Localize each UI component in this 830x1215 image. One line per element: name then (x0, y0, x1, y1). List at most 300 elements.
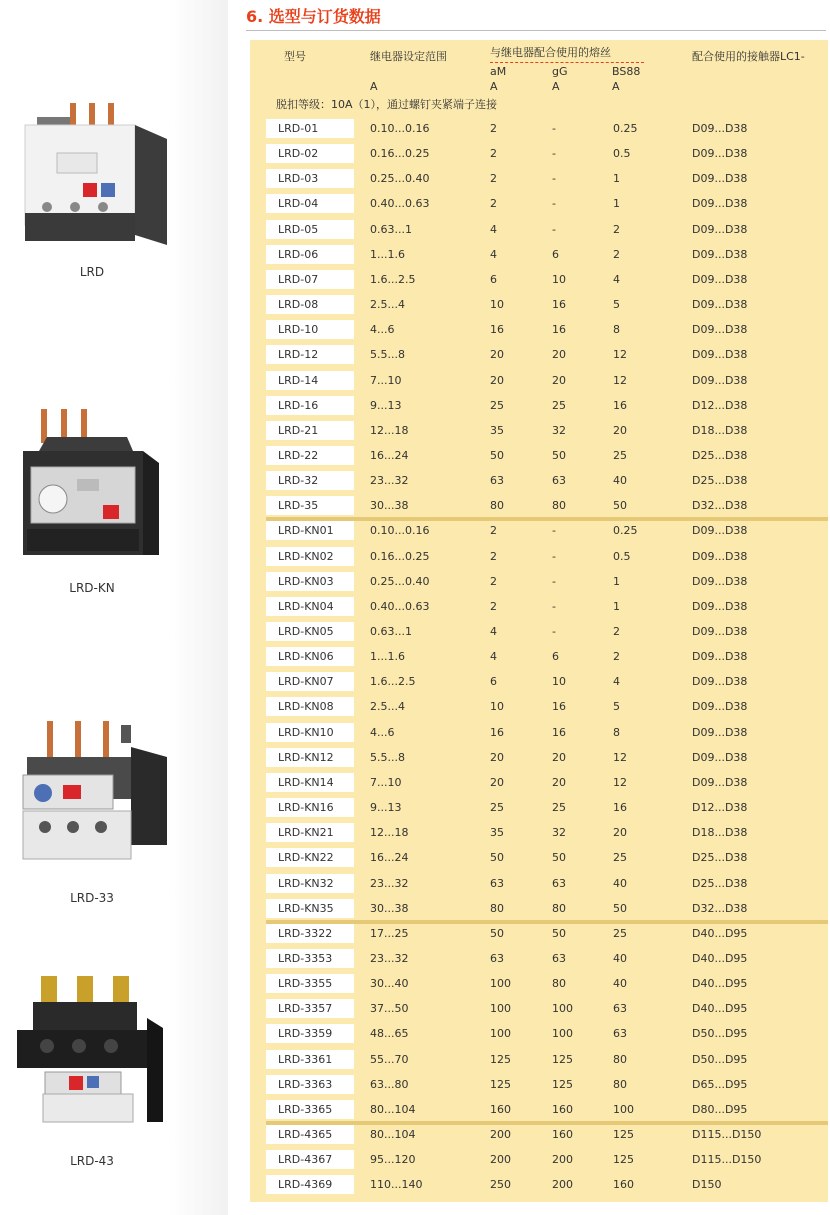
cell-gg: - (552, 600, 556, 613)
table-row (266, 773, 828, 798)
cell-contactor: D09...D38 (692, 298, 748, 311)
cell-bs88: 5 (613, 700, 620, 713)
cell-range: 1...1.6 (370, 650, 405, 663)
cell-bs88: 40 (613, 977, 627, 990)
cell-am: 16 (490, 726, 504, 739)
cell-am: 100 (490, 1027, 511, 1040)
cell-contactor: D12...D38 (692, 399, 748, 412)
cell-contactor: D09...D38 (692, 172, 748, 185)
table-row (266, 320, 828, 345)
cell-model: LRD-02 (266, 144, 354, 163)
cell-gg: 50 (552, 927, 566, 940)
cell-range: 23...32 (370, 474, 409, 487)
cell-model: LRD-04 (266, 194, 354, 213)
cell-gg: - (552, 147, 556, 160)
cell-gg: 125 (552, 1078, 573, 1091)
cell-model: LRD-KN10 (266, 723, 354, 742)
product-lrd (12, 95, 172, 279)
cell-gg: 200 (552, 1153, 573, 1166)
cell-am: 50 (490, 449, 504, 462)
cell-contactor: D09...D38 (692, 675, 748, 688)
table-row (266, 1150, 828, 1175)
cell-bs88: 12 (613, 776, 627, 789)
cell-am: 6 (490, 273, 497, 286)
header-contactor: 配合使用的接触器LC1- (692, 50, 805, 63)
cell-contactor: D09...D38 (692, 650, 748, 663)
header-am-unit: A (490, 80, 498, 93)
cell-gg: 160 (552, 1103, 573, 1116)
cell-contactor: D09...D38 (692, 374, 748, 387)
cell-bs88: 63 (613, 1027, 627, 1040)
product-image-column (0, 0, 228, 1215)
table-row (266, 421, 828, 446)
cell-am: 4 (490, 248, 497, 261)
cell-model: LRD-3365 (266, 1100, 354, 1119)
cell-gg: 10 (552, 273, 566, 286)
cell-model: LRD-KN07 (266, 672, 354, 691)
cell-bs88: 40 (613, 877, 627, 890)
cell-am: 16 (490, 323, 504, 336)
cell-model: LRD-3359 (266, 1024, 354, 1043)
cell-range: 17...25 (370, 927, 409, 940)
cell-gg: 63 (552, 952, 566, 965)
table-row (266, 1125, 828, 1150)
cell-range: 63...80 (370, 1078, 409, 1091)
table-row (266, 270, 828, 295)
cell-bs88: 40 (613, 952, 627, 965)
cell-am: 2 (490, 524, 497, 537)
header-am: aM (490, 65, 507, 78)
cell-bs88: 80 (613, 1078, 627, 1091)
cell-contactor: D09...D38 (692, 600, 748, 613)
cell-range: 0.16...0.25 (370, 147, 430, 160)
cell-gg: 80 (552, 499, 566, 512)
cell-model: LRD-06 (266, 245, 354, 264)
cell-model: LRD-3322 (266, 924, 354, 943)
cell-range: 55...70 (370, 1053, 409, 1066)
cell-am: 6 (490, 675, 497, 688)
cell-range: 0.40...0.63 (370, 600, 430, 613)
cell-gg: 20 (552, 776, 566, 789)
table-row (266, 245, 828, 270)
table-row (266, 647, 828, 672)
cell-range: 80...104 (370, 1128, 416, 1141)
header-gg: gG (552, 65, 568, 78)
table-row (266, 672, 828, 697)
cell-gg: 16 (552, 323, 566, 336)
table-row (266, 169, 828, 194)
cell-am: 160 (490, 1103, 511, 1116)
cell-am: 200 (490, 1128, 511, 1141)
cell-bs88: 1 (613, 575, 620, 588)
cell-bs88: 16 (613, 801, 627, 814)
cell-bs88: 160 (613, 1178, 634, 1191)
cell-range: 0.63...1 (370, 223, 412, 236)
title-divider (246, 30, 826, 31)
cell-am: 2 (490, 147, 497, 160)
table-row (266, 924, 828, 949)
header-gg-unit: A (552, 80, 560, 93)
cell-model: LRD-05 (266, 220, 354, 239)
cell-range: 12...18 (370, 424, 409, 437)
product-caption: LRD-43 (70, 1154, 114, 1168)
cell-bs88: 2 (613, 650, 620, 663)
cell-bs88: 12 (613, 348, 627, 361)
cell-contactor: D25...D38 (692, 851, 748, 864)
cell-bs88: 16 (613, 399, 627, 412)
cell-range: 30...38 (370, 902, 409, 915)
fuse-group-underline (490, 62, 644, 63)
table-row (266, 999, 828, 1024)
cell-am: 100 (490, 977, 511, 990)
cell-gg: 6 (552, 650, 559, 663)
cell-gg: 63 (552, 877, 566, 890)
cell-am: 100 (490, 1002, 511, 1015)
cell-gg: 32 (552, 424, 566, 437)
cell-gg: 80 (552, 977, 566, 990)
table-row (266, 823, 828, 848)
cell-am: 35 (490, 826, 504, 839)
cell-am: 2 (490, 575, 497, 588)
table-row (266, 874, 828, 899)
cell-bs88: 50 (613, 902, 627, 915)
cell-model: LRD-KN14 (266, 773, 354, 792)
cell-model: LRD-KN01 (266, 521, 354, 540)
cell-range: 0.40...0.63 (370, 197, 430, 210)
cell-range: 30...40 (370, 977, 409, 990)
cell-bs88: 2 (613, 223, 620, 236)
cell-model: LRD-KN02 (266, 547, 354, 566)
group-separator (266, 1121, 828, 1125)
cell-contactor: D09...D38 (692, 575, 748, 588)
cell-model: LRD-KN06 (266, 647, 354, 666)
cell-model: LRD-KN04 (266, 597, 354, 616)
cell-am: 20 (490, 776, 504, 789)
cell-model: LRD-12 (266, 345, 354, 364)
cell-gg: 20 (552, 348, 566, 361)
lrd-33-photo (17, 715, 167, 875)
cell-model: LRD-3361 (266, 1050, 354, 1069)
cell-am: 4 (490, 650, 497, 663)
cell-range: 16...24 (370, 449, 409, 462)
cell-gg: - (552, 197, 556, 210)
group-separator (266, 517, 828, 521)
cell-model: LRD-35 (266, 496, 354, 515)
table-row (266, 1175, 828, 1200)
cell-am: 250 (490, 1178, 511, 1191)
ordering-data-table (250, 40, 828, 1202)
header-range: 继电器设定范围 (370, 50, 447, 63)
cell-bs88: 8 (613, 726, 620, 739)
cell-range: 1...1.6 (370, 248, 405, 261)
cell-contactor: D32...D38 (692, 499, 748, 512)
cell-gg: 25 (552, 801, 566, 814)
cell-model: LRD-KN05 (266, 622, 354, 641)
table-row (266, 194, 828, 219)
cell-contactor: D25...D38 (692, 449, 748, 462)
product-caption: LRD (79, 265, 105, 279)
cell-model: LRD-3355 (266, 974, 354, 993)
cell-gg: - (552, 122, 556, 135)
cell-range: 0.63...1 (370, 625, 412, 638)
lrd-kn-photo (17, 405, 167, 565)
cell-gg: 125 (552, 1053, 573, 1066)
cell-am: 2 (490, 172, 497, 185)
cell-am: 80 (490, 902, 504, 915)
lrd-43-photo (17, 972, 167, 1132)
cell-am: 50 (490, 927, 504, 940)
cell-model: LRD-01 (266, 119, 354, 138)
cell-contactor: D18...D38 (692, 826, 748, 839)
cell-range: 0.25...0.40 (370, 172, 430, 185)
cell-gg: 32 (552, 826, 566, 839)
cell-bs88: 12 (613, 374, 627, 387)
table-row (266, 220, 828, 245)
product-caption: LRD-33 (70, 891, 114, 905)
cell-range: 48...65 (370, 1027, 409, 1040)
cell-range: 95...120 (370, 1153, 416, 1166)
cell-am: 20 (490, 374, 504, 387)
table-row (266, 723, 828, 748)
cell-model: LRD-KN35 (266, 899, 354, 918)
cell-contactor: D09...D38 (692, 776, 748, 789)
cell-model: LRD-4367 (266, 1150, 354, 1169)
cell-am: 4 (490, 625, 497, 638)
cell-range: 30...38 (370, 499, 409, 512)
table-row (266, 345, 828, 370)
cell-gg: 16 (552, 298, 566, 311)
table-row (266, 697, 828, 722)
cell-gg: 20 (552, 751, 566, 764)
cell-am: 10 (490, 700, 504, 713)
cell-model: LRD-16 (266, 396, 354, 415)
cell-bs88: 5 (613, 298, 620, 311)
cell-bs88: 1 (613, 600, 620, 613)
cell-range: 7...10 (370, 776, 402, 789)
cell-model: LRD-32 (266, 471, 354, 490)
cell-range: 9...13 (370, 399, 402, 412)
header-bs88: BS88 (612, 65, 641, 78)
cell-model: LRD-08 (266, 295, 354, 314)
cell-model: LRD-14 (266, 371, 354, 390)
cell-model: LRD-3353 (266, 949, 354, 968)
cell-contactor: D09...D38 (692, 348, 748, 361)
cell-bs88: 0.25 (613, 524, 638, 537)
cell-model: LRD-3363 (266, 1075, 354, 1094)
cell-bs88: 125 (613, 1128, 634, 1141)
cell-contactor: D115...D150 (692, 1153, 762, 1166)
cell-range: 0.25...0.40 (370, 575, 430, 588)
cell-contactor: D09...D38 (692, 726, 748, 739)
table-row (266, 521, 828, 546)
cell-bs88: 100 (613, 1103, 634, 1116)
cell-contactor: D09...D38 (692, 197, 748, 210)
cell-bs88: 0.5 (613, 147, 631, 160)
cell-gg: - (552, 524, 556, 537)
cell-contactor: D25...D38 (692, 877, 748, 890)
cell-am: 20 (490, 751, 504, 764)
product-lrd-kn (12, 405, 172, 595)
product-caption: LRD-KN (69, 581, 115, 595)
cell-contactor: D50...D95 (692, 1027, 748, 1040)
table-header (250, 40, 828, 96)
cell-model: LRD-21 (266, 421, 354, 440)
cell-model: LRD-07 (266, 270, 354, 289)
trip-class-note: 脱扣等级：10A（1），通过螺钉夹紧端子连接 (276, 98, 498, 111)
cell-range: 7...10 (370, 374, 402, 387)
cell-bs88: 20 (613, 826, 627, 839)
cell-model: LRD-KN21 (266, 823, 354, 842)
cell-gg: - (552, 575, 556, 588)
cell-bs88: 0.5 (613, 550, 631, 563)
table-row (266, 622, 828, 647)
cell-range: 5.5...8 (370, 751, 405, 764)
cell-am: 63 (490, 952, 504, 965)
table-row (266, 1024, 828, 1049)
cell-model: LRD-4369 (266, 1175, 354, 1194)
header-model: 型号 (284, 50, 306, 63)
header-bs88-unit: A (612, 80, 620, 93)
cell-range: 4...6 (370, 323, 395, 336)
cell-model: LRD-10 (266, 320, 354, 339)
cell-bs88: 4 (613, 273, 620, 286)
cell-range: 0.10...0.16 (370, 524, 430, 537)
cell-contactor: D40...D95 (692, 1002, 748, 1015)
cell-am: 2 (490, 122, 497, 135)
cell-range: 2.5...4 (370, 298, 405, 311)
cell-am: 4 (490, 223, 497, 236)
cell-range: 4...6 (370, 726, 395, 739)
cell-gg: 16 (552, 726, 566, 739)
cell-gg: 200 (552, 1178, 573, 1191)
cell-gg: - (552, 625, 556, 638)
table-row (266, 848, 828, 873)
cell-model: LRD-KN03 (266, 572, 354, 591)
cell-am: 200 (490, 1153, 511, 1166)
table-row (266, 396, 828, 421)
cell-model: LRD-KN12 (266, 748, 354, 767)
cell-range: 23...32 (370, 877, 409, 890)
cell-contactor: D09...D38 (692, 625, 748, 638)
cell-bs88: 40 (613, 474, 627, 487)
cell-range: 0.10...0.16 (370, 122, 430, 135)
cell-range: 12...18 (370, 826, 409, 839)
table-row (266, 597, 828, 622)
cell-range: 5.5...8 (370, 348, 405, 361)
lrd-photo (17, 95, 167, 255)
cell-gg: 63 (552, 474, 566, 487)
cell-bs88: 25 (613, 851, 627, 864)
cell-gg: 100 (552, 1027, 573, 1040)
table-row (266, 446, 828, 471)
cell-bs88: 1 (613, 197, 620, 210)
product-lrd-33 (12, 715, 172, 905)
cell-bs88: 8 (613, 323, 620, 336)
cell-bs88: 50 (613, 499, 627, 512)
cell-gg: 6 (552, 248, 559, 261)
cell-contactor: D32...D38 (692, 902, 748, 915)
cell-bs88: 25 (613, 927, 627, 940)
cell-am: 10 (490, 298, 504, 311)
cell-model: LRD-KN22 (266, 848, 354, 867)
table-row (266, 798, 828, 823)
table-row (266, 1050, 828, 1075)
cell-contactor: D09...D38 (692, 248, 748, 261)
table-row (266, 949, 828, 974)
cell-range: 1.6...2.5 (370, 675, 416, 688)
product-lrd-43 (12, 972, 172, 1168)
cell-contactor: D40...D95 (692, 977, 748, 990)
cell-model: LRD-KN32 (266, 874, 354, 893)
cell-am: 20 (490, 348, 504, 361)
cell-bs88: 25 (613, 449, 627, 462)
cell-contactor: D09...D38 (692, 323, 748, 336)
cell-am: 80 (490, 499, 504, 512)
cell-gg: 10 (552, 675, 566, 688)
cell-contactor: D18...D38 (692, 424, 748, 437)
cell-model: LRD-KN08 (266, 697, 354, 716)
cell-gg: 100 (552, 1002, 573, 1015)
cell-bs88: 1 (613, 172, 620, 185)
table-row (266, 371, 828, 396)
cell-gg: 16 (552, 700, 566, 713)
cell-contactor: D40...D95 (692, 927, 748, 940)
cell-model: LRD-03 (266, 169, 354, 188)
cell-contactor: D09...D38 (692, 147, 748, 160)
cell-bs88: 80 (613, 1053, 627, 1066)
cell-gg: - (552, 223, 556, 236)
cell-am: 25 (490, 399, 504, 412)
cell-contactor: D09...D38 (692, 223, 748, 236)
cell-gg: 25 (552, 399, 566, 412)
cell-range: 23...32 (370, 952, 409, 965)
cell-range: 37...50 (370, 1002, 409, 1015)
cell-bs88: 0.25 (613, 122, 638, 135)
table-row (266, 572, 828, 597)
cell-contactor: D150 (692, 1178, 722, 1191)
cell-contactor: D25...D38 (692, 474, 748, 487)
cell-bs88: 63 (613, 1002, 627, 1015)
cell-model: LRD-22 (266, 446, 354, 465)
table-row (266, 1075, 828, 1100)
cell-contactor: D12...D38 (692, 801, 748, 814)
cell-contactor: D09...D38 (692, 273, 748, 286)
cell-am: 63 (490, 474, 504, 487)
group-separator (266, 920, 828, 924)
cell-gg: 50 (552, 851, 566, 864)
cell-range: 110...140 (370, 1178, 423, 1191)
cell-range: 2.5...4 (370, 700, 405, 713)
cell-bs88: 2 (613, 625, 620, 638)
cell-gg: 50 (552, 449, 566, 462)
cell-am: 35 (490, 424, 504, 437)
cell-am: 25 (490, 801, 504, 814)
cell-am: 2 (490, 550, 497, 563)
cell-gg: 20 (552, 374, 566, 387)
cell-am: 50 (490, 851, 504, 864)
cell-am: 63 (490, 877, 504, 890)
cell-contactor: D50...D95 (692, 1053, 748, 1066)
cell-range: 16...24 (370, 851, 409, 864)
table-row (266, 974, 828, 999)
cell-bs88: 4 (613, 675, 620, 688)
cell-contactor: D09...D38 (692, 524, 748, 537)
header-range-unit: A (370, 80, 378, 93)
cell-gg: - (552, 550, 556, 563)
table-row (266, 547, 828, 572)
cell-model: LRD-KN16 (266, 798, 354, 817)
cell-gg: - (552, 172, 556, 185)
